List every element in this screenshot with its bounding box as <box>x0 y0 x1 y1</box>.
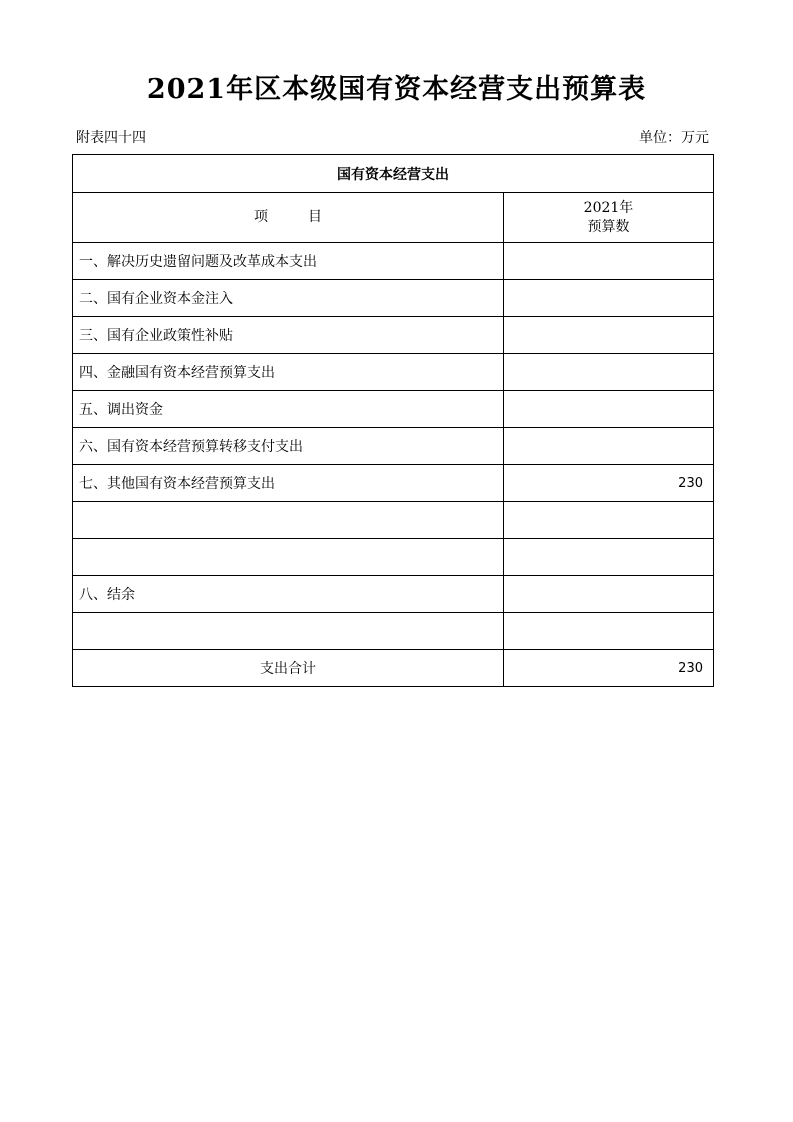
row-value <box>504 317 714 354</box>
total-label: 支出合计 <box>73 650 504 687</box>
row-label: 一、解决历史遗留问题及改革成本支出 <box>73 243 504 280</box>
table-row <box>73 428 714 465</box>
column-header-year: 2021年 <box>583 199 634 216</box>
column-header-item: 项目 <box>73 193 504 243</box>
row-label <box>73 613 504 650</box>
row-value <box>504 576 714 613</box>
column-header-value <box>504 193 714 243</box>
page-title: 2021年区本级国有资本经营支出预算表 <box>146 74 647 105</box>
row-label: 五、调出资金 <box>73 391 504 428</box>
table-row <box>73 502 714 539</box>
row-value <box>504 613 714 650</box>
table-row <box>73 317 714 354</box>
row-label: 七、其他国有资本经营预算支出 <box>73 465 504 502</box>
row-label <box>73 502 504 539</box>
row-value: 230 <box>504 465 714 502</box>
table-row <box>73 354 714 391</box>
row-value <box>504 539 714 576</box>
table-row <box>73 613 714 650</box>
column-header-row <box>73 193 714 243</box>
table-row <box>73 576 714 613</box>
row-value <box>504 502 714 539</box>
row-value <box>504 428 714 465</box>
section-header-row <box>73 155 714 193</box>
row-label: 二、国有企业资本金注入 <box>73 280 504 317</box>
row-label: 四、金融国有资本经营预算支出 <box>73 354 504 391</box>
attachment-label: 附表四十四 <box>76 130 146 146</box>
row-label: 六、国有资本经营预算转移支付支出 <box>73 428 504 465</box>
row-label <box>73 539 504 576</box>
total-row <box>73 650 714 687</box>
total-value: 230 <box>504 650 714 687</box>
row-value <box>504 280 714 317</box>
table-row <box>73 391 714 428</box>
table-row <box>73 465 714 502</box>
row-value <box>504 391 714 428</box>
table-row <box>73 539 714 576</box>
column-header-budget: 预算数 <box>587 218 630 235</box>
unit-label: 单位：万元 <box>639 130 709 146</box>
row-value <box>504 243 714 280</box>
section-header: 国有资本经营支出 <box>73 155 714 193</box>
row-value <box>504 354 714 391</box>
row-label: 八、结余 <box>73 576 504 613</box>
table-row <box>73 280 714 317</box>
budget-table <box>72 154 714 687</box>
row-label: 三、国有企业政策性补贴 <box>73 317 504 354</box>
table-row <box>73 243 714 280</box>
